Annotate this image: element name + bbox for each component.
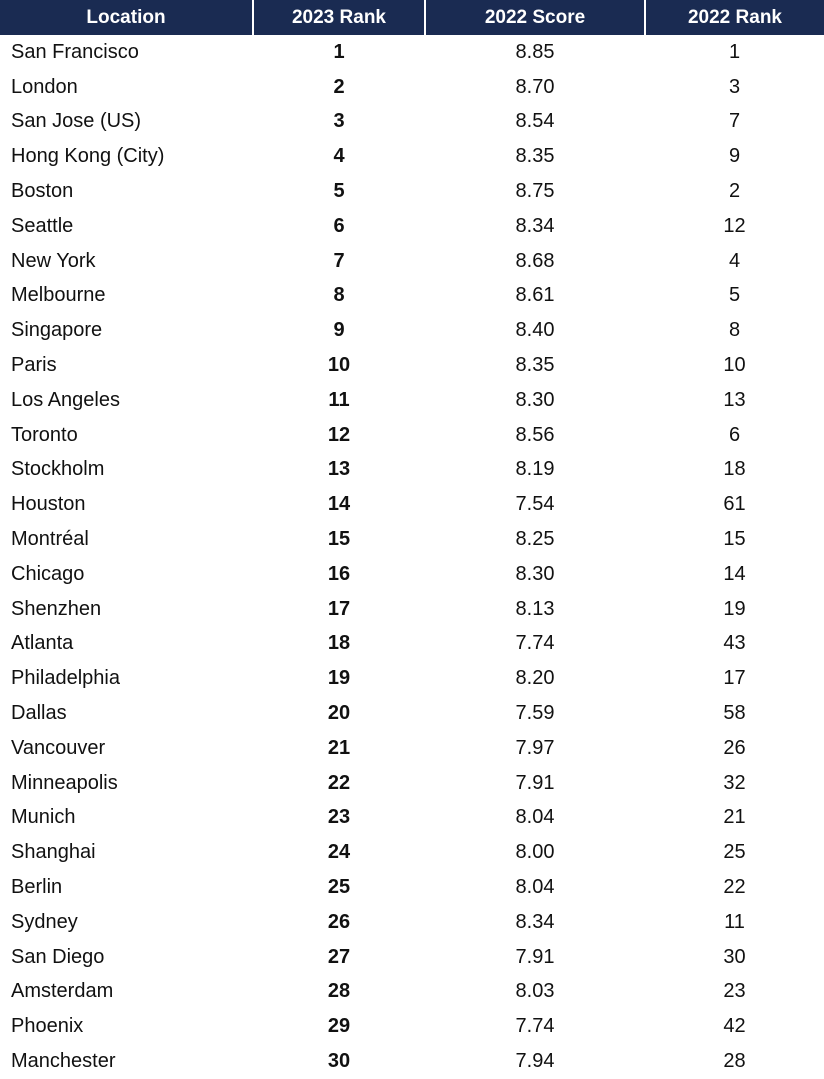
table-row (0, 244, 824, 279)
location-cell: Dallas (11, 702, 67, 725)
score-2022-cell: 8.54 (515, 110, 555, 133)
table-row (0, 279, 824, 314)
table-row (0, 453, 824, 488)
column-header-2023-rank: 2023 Rank (253, 0, 425, 35)
rank-2023-cell: 2 (333, 75, 345, 98)
location-cell: Seattle (11, 214, 74, 237)
header-row (0, 0, 824, 35)
rank-2023-cell: 11 (328, 388, 350, 411)
rank-2022-cell: 9 (728, 145, 741, 168)
location-cell: San Diego (11, 945, 105, 968)
rank-2022-cell: 61 (723, 493, 746, 516)
rank-2023-cell: 10 (327, 354, 351, 377)
score-2022-cell: 8.00 (515, 841, 555, 864)
location-cell: Toronto (11, 423, 78, 446)
score-2022-cell: 7.74 (515, 632, 555, 655)
score-2022-cell: 8.30 (515, 388, 555, 411)
table-row (0, 418, 824, 453)
table-header (0, 0, 824, 35)
score-2022-cell: 7.91 (515, 945, 555, 968)
rank-2023-cell: 15 (327, 528, 351, 551)
score-2022-cell: 7.91 (515, 771, 555, 794)
rank-2022-cell: 1 (728, 40, 741, 63)
rank-2022-cell: 23 (723, 980, 746, 1003)
location-cell: Berlin (11, 876, 63, 899)
location-cell: Shenzhen (11, 597, 102, 620)
rank-2022-cell: 26 (723, 736, 746, 759)
table-row (0, 35, 824, 70)
rank-2023-cell: 4 (333, 145, 345, 168)
location-cell: Vancouver (11, 736, 106, 759)
table-row (0, 383, 824, 418)
location-cell: San Francisco (11, 40, 139, 63)
rank-2022-cell: 21 (723, 806, 746, 829)
rank-2023-cell: 24 (327, 841, 351, 864)
location-cell: Amsterdam (11, 980, 114, 1003)
table-row (0, 696, 824, 731)
location-cell: Stockholm (11, 458, 105, 481)
score-2022-cell: 8.35 (515, 145, 555, 168)
rank-2022-cell: 17 (723, 667, 746, 690)
location-cell: Sydney (11, 910, 78, 933)
rank-2023-cell: 22 (327, 771, 351, 794)
score-2022-cell: 8.19 (515, 458, 555, 481)
rank-2023-cell: 28 (327, 980, 351, 1003)
rank-2023-cell: 19 (327, 667, 351, 690)
rank-2022-cell: 30 (723, 945, 746, 968)
location-cell: Houston (11, 493, 86, 516)
score-2022-cell: 8.04 (515, 876, 555, 899)
rank-2023-cell: 1 (333, 40, 345, 63)
rank-2022-cell: 10 (723, 354, 746, 377)
rank-2022-cell: 58 (723, 702, 746, 725)
rank-2023-cell: 27 (327, 945, 351, 968)
rank-2022-cell: 13 (723, 388, 746, 411)
rank-2023-cell: 6 (333, 214, 345, 237)
score-2022-cell: 8.13 (515, 597, 555, 620)
table-row (0, 1044, 824, 1079)
rank-2022-cell: 28 (723, 1050, 746, 1072)
location-cell: San Jose (US) (11, 110, 142, 133)
rank-2022-cell: 43 (723, 632, 746, 655)
rank-2022-cell: 42 (723, 1015, 746, 1038)
table-body (0, 35, 824, 1079)
table-row (0, 522, 824, 557)
location-cell: Atlanta (11, 632, 74, 655)
rank-2023-cell: 8 (333, 284, 345, 307)
location-cell: Philadelphia (11, 667, 120, 690)
table-row (0, 70, 824, 105)
table-row (0, 661, 824, 696)
rank-2022-cell: 4 (728, 249, 741, 272)
location-cell: Phoenix (11, 1015, 84, 1038)
location-cell: Manchester (11, 1050, 116, 1072)
rank-2022-cell: 19 (723, 597, 746, 620)
location-cell: Munich (11, 806, 76, 829)
table-row (0, 835, 824, 870)
rank-2023-cell: 30 (327, 1050, 351, 1072)
score-2022-cell: 8.30 (515, 562, 555, 585)
table-row (0, 313, 824, 348)
rank-2023-cell: 18 (327, 632, 351, 655)
table-row (0, 870, 824, 905)
score-2022-cell: 8.40 (515, 319, 555, 342)
table-row (0, 940, 824, 975)
rank-2023-cell: 17 (327, 597, 351, 620)
column-header-2022-score: 2022 Score (425, 0, 645, 35)
score-2022-cell: 8.35 (515, 354, 555, 377)
rank-2022-cell: 2 (728, 180, 741, 203)
rank-2022-cell: 18 (723, 458, 746, 481)
table-row (0, 1009, 824, 1044)
rank-2023-cell: 29 (327, 1015, 351, 1038)
location-cell: Melbourne (11, 284, 106, 307)
rank-2023-cell: 9 (333, 319, 345, 342)
location-cell: Montréal (11, 528, 89, 551)
score-2022-cell: 8.25 (515, 528, 555, 551)
table-row (0, 975, 824, 1010)
table-row (0, 487, 824, 522)
table-row (0, 139, 824, 174)
rank-2022-cell: 25 (723, 841, 746, 864)
score-2022-cell: 8.75 (515, 180, 555, 203)
table-row (0, 766, 824, 801)
rank-2023-cell: 21 (327, 736, 351, 759)
score-2022-cell: 8.56 (515, 423, 555, 446)
location-cell: Los Angeles (11, 388, 120, 411)
rank-2022-cell: 15 (723, 528, 746, 551)
table-row (0, 627, 824, 662)
location-cell: Hong Kong (City) (11, 145, 165, 168)
rank-2023-cell: 12 (327, 423, 351, 446)
table-row (0, 105, 824, 140)
rank-2022-cell: 12 (723, 214, 746, 237)
score-2022-cell: 7.74 (515, 1015, 555, 1038)
rank-2023-cell: 14 (327, 493, 351, 516)
score-2022-cell: 8.34 (515, 910, 555, 933)
score-2022-cell: 8.61 (515, 284, 555, 307)
rank-2023-cell: 25 (327, 876, 351, 899)
location-cell: Chicago (11, 562, 85, 585)
score-2022-cell: 7.59 (515, 702, 555, 725)
column-header-2022-rank: 2022 Rank (645, 0, 824, 35)
rank-2022-cell: 7 (728, 110, 741, 133)
rank-2023-cell: 26 (327, 910, 351, 933)
rank-2022-cell: 11 (724, 910, 745, 933)
location-cell: Minneapolis (11, 771, 118, 794)
rank-2022-cell: 8 (728, 319, 741, 342)
rank-2023-cell: 16 (327, 562, 351, 585)
rank-2022-cell: 3 (728, 75, 741, 98)
location-cell: Shanghai (11, 841, 96, 864)
rank-2023-cell: 5 (333, 180, 345, 203)
table-row (0, 557, 824, 592)
column-header-location: Location (0, 0, 253, 35)
table-row (0, 801, 824, 836)
rank-2022-cell: 22 (723, 876, 746, 899)
score-2022-cell: 8.03 (515, 980, 555, 1003)
rank-2023-cell: 23 (327, 806, 351, 829)
table-row (0, 731, 824, 766)
score-2022-cell: 8.04 (515, 806, 555, 829)
location-cell: London (11, 75, 78, 98)
location-cell: New York (11, 249, 96, 272)
location-cell: Paris (11, 354, 57, 377)
score-2022-cell: 8.34 (515, 214, 555, 237)
rank-2023-cell: 3 (333, 110, 345, 133)
score-2022-cell: 8.70 (515, 75, 555, 98)
score-2022-cell: 8.20 (515, 667, 555, 690)
table-row (0, 209, 824, 244)
location-cell: Singapore (11, 319, 103, 342)
rank-2023-cell: 13 (327, 458, 351, 481)
table-row (0, 174, 824, 209)
score-2022-cell: 8.85 (515, 40, 555, 63)
table-row (0, 592, 824, 627)
table-row (0, 348, 824, 383)
rank-2023-cell: 7 (333, 249, 345, 272)
score-2022-cell: 7.97 (515, 736, 555, 759)
rank-2022-cell: 6 (728, 423, 741, 446)
score-2022-cell: 8.68 (515, 249, 555, 272)
rank-2023-cell: 20 (327, 702, 351, 725)
rank-2022-cell: 5 (728, 284, 741, 307)
location-cell: Boston (11, 180, 74, 203)
rank-2022-cell: 32 (723, 771, 746, 794)
rank-2022-cell: 14 (723, 562, 746, 585)
score-2022-cell: 7.54 (515, 493, 555, 516)
score-2022-cell: 7.94 (515, 1050, 555, 1072)
table-row (0, 905, 824, 940)
